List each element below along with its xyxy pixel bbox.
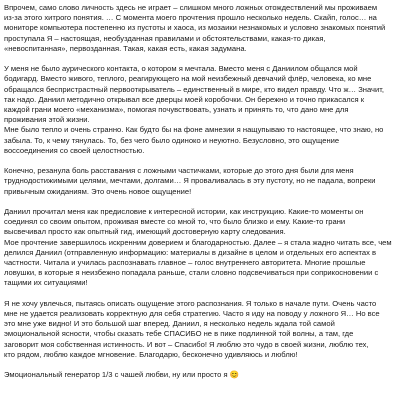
text-line: «невоспитанная», первозданная. Такая, какая есть, какая задумана. [4,43,247,53]
text-line: соединял со своим опытом, проживая вместе со мной то, что было близко и ему. Какие-то грани [4,217,346,227]
text-line: так надо. Даниил методично открывал все дверцы моей коробочки. Он бережно и точно прикасался к [4,94,365,104]
paragraph-2 [4,64,396,156]
text-line: высвечивал просто как опытный гид, имеющий достоверную карту следования. [4,227,286,237]
text-line: проступала Я – настоящая, необузданная правилами и обстоятельствами, какая-то дикая, [4,33,326,43]
signature-line: Эмоциональный генератор 1/3 с чашей любви, ну или просто я 😊 [4,370,240,380]
text-line: забыла. То, к чему тянулась. То, без чего было одиноко и неуютно. Безусловно, это ощущение [4,135,340,145]
text-line: мне не удается реализовать корректную для себя стратегию. Часто я иду на поводу у ложного Я… Но все [4,309,380,319]
text-line: воссоединения со своей целостностью. [4,145,145,155]
text-line: проживания этой жизни. [4,115,90,125]
text-line: У меня не было аурического контакта, о котором я мечтала. Вместо меня с Даниилом общался мой [4,64,358,74]
text-line: частности. Читала и училась распознавать главное – голос внутреннего авторитета. Многие прошлые [4,258,366,268]
text-line: из-за этого хитрого понятия. … С момента моего прочтения прошло несколько недель. Скайп, голос… на [4,13,377,23]
text-line: труднодостижимыми целями, мечтами, долгами… Я проваливалась в эту пустоту, но не падала, вопреки [4,176,376,186]
text-line: мониторе компьютера постепенно из пустоты и хаоса, из мозаики незнакомых и условно знакомых понятий [4,23,386,33]
paragraph-1 [4,3,396,54]
text-line: привычным ожиданиям. Это очень новое ощущение! [4,186,192,196]
text-line: Конечно, резанула боль расставания с ложными частичками, которые до этого дня были для меня [4,166,354,176]
paragraph-signature [4,370,396,380]
text-line: тащими их ситуациями! [4,278,88,288]
text-line: делился Даниил (отправленную информацию: материалы в дизайне в целом и отдельных его аспектах в [4,247,377,257]
text-line: Даниил прочитал меня как предисловие к интересной истории, как инструкцию. Какие-то моменты он [4,207,364,217]
paragraph-5 [4,299,396,360]
text-line: бодигард. Вместо живого, теплого, реагирующего на мой неизбежный девчачий флёр, человека, ко мне [4,74,372,84]
paragraph-4 [4,207,396,289]
paragraph-3 [4,166,396,197]
text-line: кто рядом, люблю каждое мгновение. Благодарю, бесконечно удивляюсь и люблю! [4,349,298,359]
text-line: это мне уже видно! И это большой шаг вперед. Даниил, я несколько недель ждала той самой [4,319,335,329]
text-line: каждой грани моего «механизма», помогая почувствовать, узнать и принять то, что дано мне для [4,105,349,115]
text-line: ловушки, в которые я неизбежно попадала раньше, стали словно подсвечиваться при соприкосновении с [4,268,379,278]
text-line: обращался беспристрастный первооткрыватель – единственный в мире, кто видел правду. Что ж… Значит, [4,84,385,94]
text-line: эмоциональной ясности, чтобы сказать тебе СПАСИБО не в пике подлинной той волны, а там, где [4,329,354,339]
text-line: Мое прочтение завершилось искренним доверием и благодарностью. Далее – я стала жадно читать все, чем [4,237,392,247]
text-line: заговорит моя собственная истинность. И вот – Спасибо! Я люблю это чудо в своей жизни, люблю тех, [4,339,369,349]
text-line: Впрочем, само слово личность здесь не играет – слишком много ложных отождествлений мы проживаем [4,3,378,12]
text-line: Я не хочу увлечься, пытаясь описать ощущение этого распознания. Я только в начале пути. Очень часто [4,298,377,308]
text-line: Мне было тепло и очень странно. Как будто бы на фоне амнезии я нащупываю то настоящее, что знаю, но [4,125,384,135]
